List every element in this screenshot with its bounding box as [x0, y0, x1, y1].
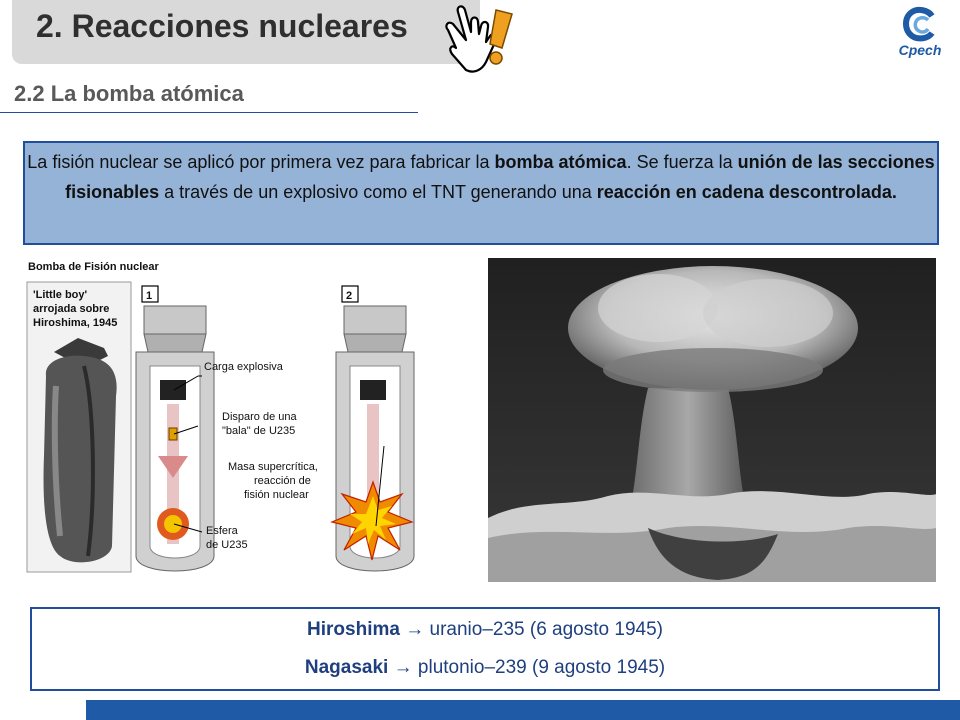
label-disparo-line-2: "bala" de U235	[222, 425, 296, 437]
subtitle-underline	[0, 112, 418, 113]
caption-line-1: 'Little boy'	[33, 289, 88, 301]
little-boy-bomb-image	[44, 338, 117, 562]
section-subtitle: 2.2 La bomba atómica	[14, 81, 244, 106]
intro-text-1: La fisión nuclear se aplicó por primera vez para fabricar la	[27, 152, 495, 172]
label-carga-explosiva: Carga explosiva	[204, 361, 283, 373]
step-2-number: 2	[346, 290, 353, 302]
intro-text-box	[23, 141, 939, 245]
label-masa-line-1: Masa supercrítica,	[228, 461, 318, 473]
intro-text-3: a través de un explosivo como el TNT generando una	[159, 182, 597, 202]
fact-city-nagasaki: Nagasaki	[304, 657, 389, 678]
intro-text-2: . Se fuerza la	[626, 152, 738, 172]
label-masa-line-3: fisión nuclear	[244, 489, 309, 501]
intro-bold-2: unión de las secciones fisionables	[65, 152, 935, 202]
fact-nagasaki	[32, 657, 938, 679]
hand-pointer-icon	[438, 2, 518, 78]
intro-bold-3: reacción en cadena descontrolada.	[596, 182, 897, 202]
footer-bar	[86, 700, 960, 720]
mushroom-cloud-photo	[488, 258, 936, 582]
caption-line-2: arrojada sobre	[33, 303, 110, 315]
fact-detail-hiroshima: → uranio–235 (6 agosto 1945)	[399, 619, 663, 640]
bomb-casing-step-1	[136, 306, 214, 571]
cpech-logo	[888, 6, 952, 66]
label-esfera-line-2: de U235	[206, 539, 248, 551]
label-masa-line-2: reacción de	[254, 475, 311, 487]
label-disparo-line-1: Disparo de una	[222, 411, 297, 423]
diagram-title: Bomba de Fisión nuclear	[28, 261, 159, 273]
caption-line-3: Hiroshima, 1945	[33, 317, 118, 329]
step-1-number: 1	[146, 290, 153, 302]
intro-bold-1: bomba atómica	[494, 152, 627, 172]
cpech-emblem-icon	[888, 6, 952, 46]
fact-city-hiroshima: Hiroshima	[307, 619, 400, 640]
fact-hiroshima	[32, 619, 938, 641]
page-title: 2. Reacciones nucleares	[36, 8, 408, 44]
logo-text: Cpech	[898, 42, 942, 58]
label-esfera-line-1: Esfera	[206, 525, 238, 537]
fission-bomb-diagram	[24, 256, 444, 586]
facts-box	[30, 607, 940, 691]
fact-detail-nagasaki: → plutonio–239 (9 agosto 1945)	[388, 657, 666, 678]
